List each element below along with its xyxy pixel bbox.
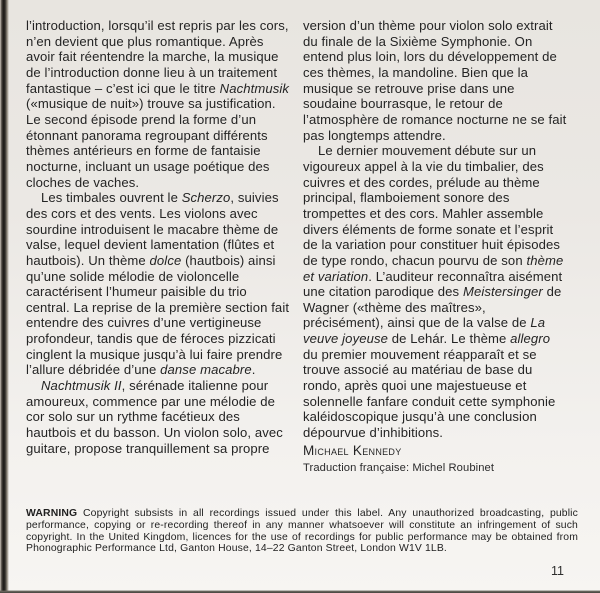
credits: [303, 443, 567, 475]
paragraph: Les timbales ouvrent le Scherzo, suivies des cors et des vents. Les violons avec sourdine introduisent le macabre thème de valse, lequel devient lamentation (flûtes et hautbois). Un thème dolce (hautbois) ainsi qu’une solide mélodie de violoncelle caractérisent l’humeur paisible du trio central. La reprise de la première section fait entendre des cuivres d’une vertigineuse profondeur, tandis que de féroces pizzicati cinglent la musique jusqu’à lui faire prendre l’allure débridée d’une danse macabre.: [26, 190, 290, 378]
author-name: Michael Kennedy: [303, 442, 402, 458]
paragraph: l’introduction, lorsqu’il est repris par les cors, n’en devient que plus romantique. Après avoir fait réentendre la marche, la musique de l’introduction donne lieu à un traitement fantastique – c’est ici que le titre Nachtmusik («musique de nuit») trouve sa justification. Le second épisode prend la forme d’un étonnant panorama regroupant différents thèmes antérieurs en forme de fantaisie nocturne, incluant un usage poétique des cloches de vaches.: [26, 18, 290, 190]
paragraph: version d’un thème pour violon solo extrait du finale de la Sixième Symphonie. On entend plus loin, lors du développement de ces thèmes, la mandoline. Bien que la musique se retrouve prise dans une soudaine bourrasque, le retour de l’atmosphère de romance nocturne ne se fait pas longtemps attendre.: [303, 18, 567, 143]
paragraph: Le dernier mouvement débute sur un vigoureux appel à la vie du timbalier, des cuivres et des cordes, prélude au thème principal, flamboiement sonore des trompettes et des cors. Mahler assemble divers éléments de forme sonate et l’esprit de la variation pour constituer huit épisodes de type rondo, chacun pourvu de son thème et variation. L’auditeur reconnaîtra aisément une citation parodique des Meistersinger de Wagner («thème des maîtres», précisément), ainsi que de la valse de La veuve joyeuse de Lehár. Le thème allegro du premier mouvement réapparaît et se trouve associé au matériau de base du rondo, après quoi une majestueuse et solennelle fanfare conduit cette symphonie kaléidoscopique jusqu’à une conclusion dépourvue d’inhibitions.: [303, 143, 564, 441]
text-column-right: [303, 18, 567, 475]
page-spine-shadow: [0, 0, 9, 593]
copyright-warning: [26, 508, 578, 555]
page-number: 11: [551, 564, 564, 578]
warning-text: Copyright subsists in all recordings issued under this label. Any unauthorized broadcasting, public performance, copying or re-recording thereof in any manner whatsoever will constitute an infringement of such copyright. In the United Kingdom, licences for the use of recordings for public performance may be obtained from Phonographic Performance Ltd, Ganton House, 14–22 Ganton Street, London W1V 1LB.: [26, 508, 578, 555]
translation-credit: Traduction française: Michel Roubinet: [303, 461, 495, 474]
liner-notes: [26, 18, 582, 475]
warning-label: WARNING: [26, 508, 78, 519]
right-column-text: [303, 18, 567, 441]
paragraph: Nachtmusik II, sérénade italienne pour amoureux, commence par une mélodie de cor solo sur un rythme facétieux des hautbois et du basson. Un violon solo, avec guitare, propose tranquillement sa propre: [26, 378, 283, 456]
text-column-left: [26, 18, 290, 475]
